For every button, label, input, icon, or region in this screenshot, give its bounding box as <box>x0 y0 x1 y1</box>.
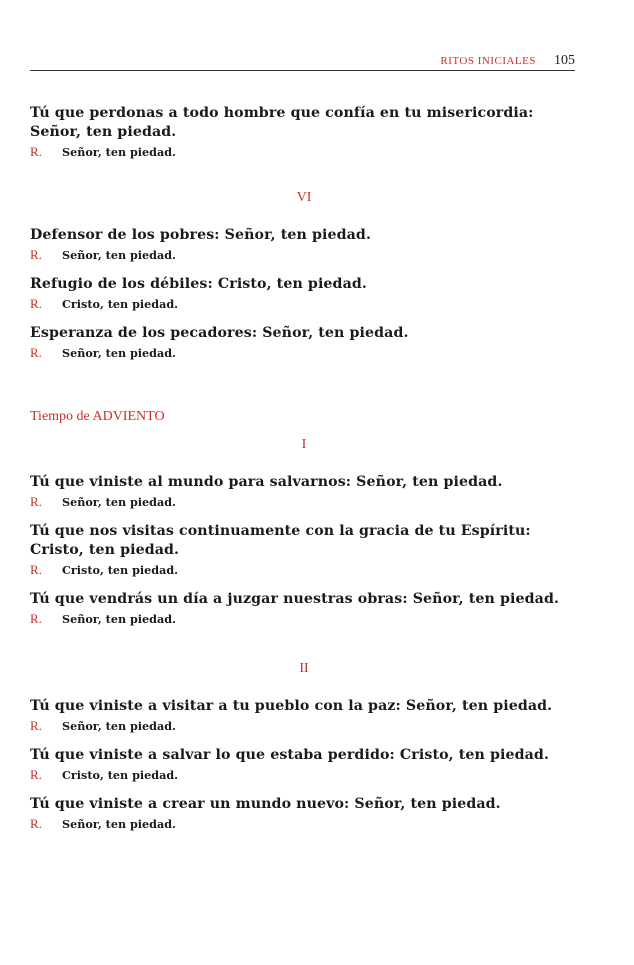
response-line <box>30 345 578 361</box>
response-mark: R. <box>30 767 42 782</box>
invocation-block <box>30 104 578 160</box>
response-line <box>30 767 578 783</box>
invocation-text: Defensor de los pobres: Señor, ten piedad. <box>30 227 371 243</box>
invocation-text: Tú que perdonas a todo hombre que confía en tu misericordia: Señor, ten piedad. <box>30 105 534 140</box>
response-mark: R. <box>30 144 42 159</box>
invocation-text: Refugio de los débiles: Cristo, ten piedad. <box>30 276 367 292</box>
invocation-block <box>30 275 578 312</box>
invocation-block <box>30 590 578 627</box>
invocation-block <box>30 324 578 361</box>
response-line <box>30 144 578 160</box>
response-text: Señor, ten piedad. <box>62 145 176 159</box>
main-text <box>30 104 578 844</box>
response-mark: R. <box>30 247 42 262</box>
invocation-text: Tú que nos visitas continuamente con la gracia de tu Espíritu: Cristo, ten piedad. <box>30 523 531 558</box>
response-mark: R. <box>30 816 42 831</box>
response-line <box>30 247 578 263</box>
response-line <box>30 611 578 627</box>
response-text: Señor, ten piedad. <box>62 495 176 509</box>
response-text: Cristo, ten piedad. <box>62 297 179 311</box>
response-text: Señor, ten piedad. <box>62 346 176 360</box>
season-title: Tiempo de ADVIENTO <box>30 409 165 424</box>
response-text: Señor, ten piedad. <box>62 817 176 831</box>
section-numeral-i: I <box>301 437 307 452</box>
response-text: Señor, ten piedad. <box>62 719 176 733</box>
response-text: Señor, ten piedad. <box>62 248 176 262</box>
response-line <box>30 816 578 832</box>
response-line <box>30 718 578 734</box>
section-numeral-ii: II <box>299 661 309 676</box>
invocation-text: Tú que viniste al mundo para salvarnos: Señor, ten piedad. <box>30 474 503 490</box>
response-line <box>30 494 578 510</box>
invocation-block <box>30 795 578 832</box>
invocation-text: Tú que viniste a visitar a tu pueblo con la paz: Señor, ten piedad. <box>30 698 553 714</box>
invocation-text: Tú que vendrás un día a juzgar nuestras obras: Señor, ten piedad. <box>30 591 560 607</box>
header-rule <box>30 70 575 71</box>
response-text: Señor, ten piedad. <box>62 612 176 626</box>
invocation-text: Tú que viniste a salvar lo que estaba perdido: Cristo, ten piedad. <box>30 747 549 763</box>
response-mark: R. <box>30 562 42 577</box>
invocation-block <box>30 226 578 263</box>
running-head <box>30 51 575 69</box>
invocation-block <box>30 522 578 578</box>
response-mark: R. <box>30 296 42 311</box>
response-text: Cristo, ten piedad. <box>62 563 179 577</box>
invocation-block <box>30 473 578 510</box>
response-mark: R. <box>30 718 42 733</box>
section-title: RITOS INICIALES <box>440 55 536 67</box>
response-text: Cristo, ten piedad. <box>62 768 179 782</box>
invocation-block <box>30 746 578 783</box>
response-line <box>30 296 578 312</box>
response-mark: R. <box>30 611 42 626</box>
response-mark: R. <box>30 494 42 509</box>
invocation-text: Esperanza de los pecadores: Señor, ten piedad. <box>30 325 409 341</box>
response-mark: R. <box>30 345 42 360</box>
response-line <box>30 562 578 578</box>
invocation-text: Tú que viniste a crear un mundo nuevo: Señor, ten piedad. <box>30 796 501 812</box>
invocation-block <box>30 697 578 734</box>
page-number: 105 <box>554 53 575 68</box>
section-numeral-vi: VI <box>296 190 312 205</box>
